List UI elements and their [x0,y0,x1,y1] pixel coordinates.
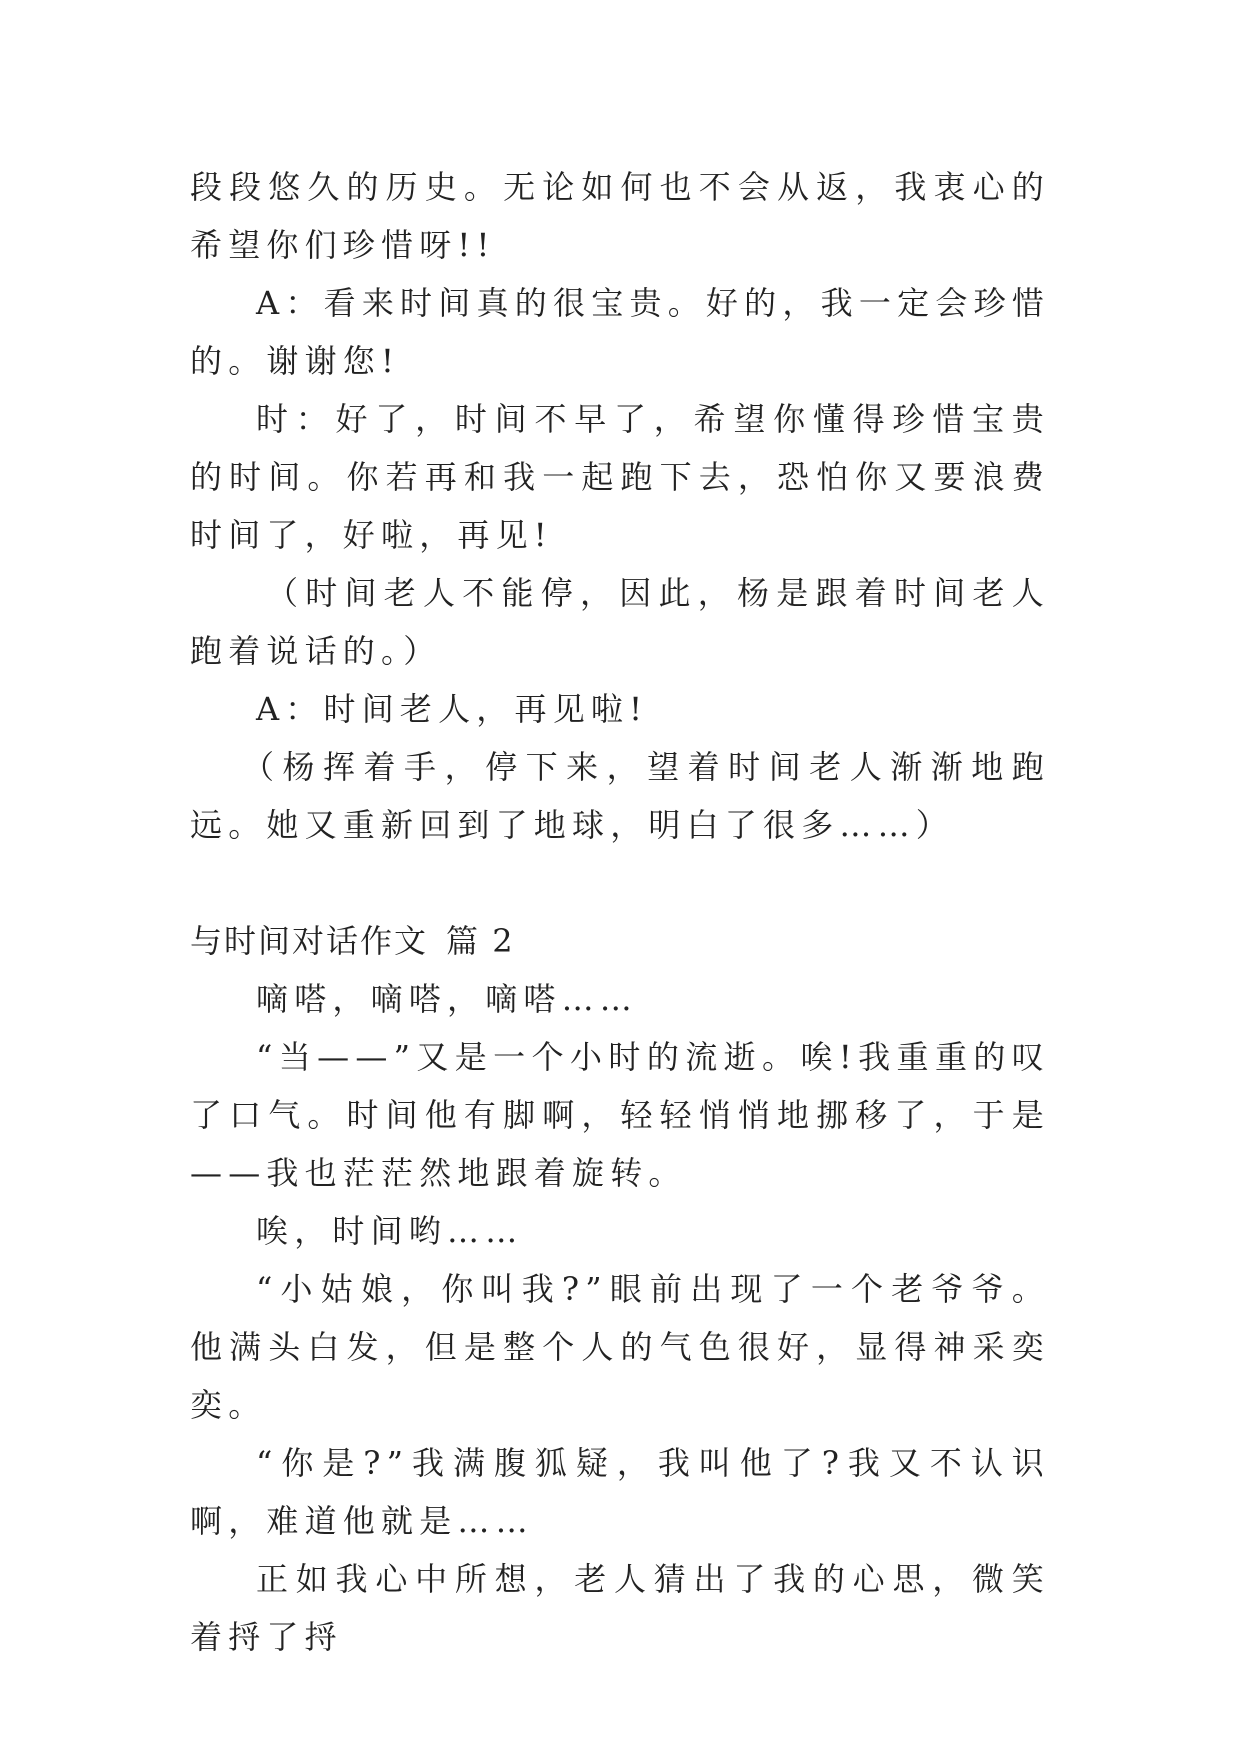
section-title: 与时间对话作文 [190,922,429,960]
paragraph: 唉，时间哟…… [256,1212,524,1250]
section-gap [190,854,1050,912]
paragraph: “当——”又是一个小时的流逝。唉!我重重的叹了口气。时间他有脚啊，轻轻悄悄地挪移了，于是——我也茫茫然地跟着旋转。 [190,1038,1050,1192]
paragraph: （杨挥着手，停下来，望着时间老人渐渐地跑远。她又重新回到了地球，明白了很多……） [190,748,1050,844]
document-body [190,158,1050,1666]
paragraph: “你是?”我满腹狐疑，我叫他了?我又不认识啊，难道他就是…… [190,1444,1050,1540]
paragraph: 时：好了，时间不早了，希望你懂得珍惜宝贵的时间。你若再和我一起跑下去，恐怕你又要浪费时间了，好啦，再见! [190,400,1050,554]
paragraph: 正如我心中所想，老人猜出了我的心思，微笑着捋了捋 [190,1560,1050,1656]
paragraph: 嘀嗒，嘀嗒，嘀嗒…… [256,980,639,1018]
paragraph: （时间老人不能停，因此，杨是跟着时间老人跑着说话的。） [190,574,1050,670]
paragraph: 段段悠久的历史。无论如何也不会从返，我衷心的希望你们珍惜呀!! [190,168,1050,264]
section-number: 篇 2 [446,922,515,960]
paragraph: A：时间老人，再见啦! [256,690,649,728]
section-heading [190,912,1050,970]
paragraph: “小姑娘，你叫我?”眼前出现了一个老爷爷。他满头白发，但是整个人的气色很好，显得神采奕奕。 [190,1270,1050,1424]
paragraph: A：看来时间真的很宝贵。好的，我一定会珍惜的。谢谢您! [190,284,1050,380]
